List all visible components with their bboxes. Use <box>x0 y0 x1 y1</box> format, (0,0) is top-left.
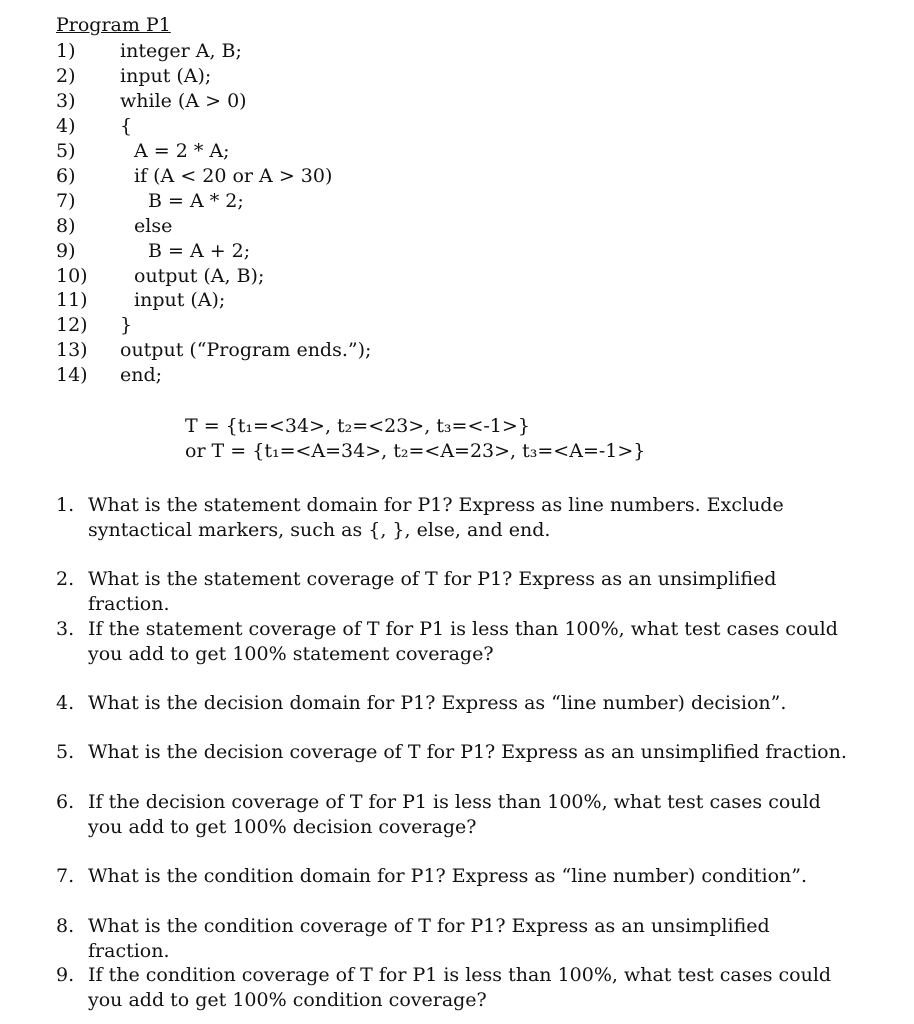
question-text: What is the condition domain for P1? Express as “line number) condition”. <box>88 865 808 887</box>
line-number: 7) <box>56 190 76 212</box>
question-number: 1. <box>56 494 75 516</box>
line-number: 5) <box>56 140 76 162</box>
line-number: 4) <box>56 115 76 137</box>
question-number: 6. <box>56 791 75 813</box>
code-statement: if (A < 20 or A > 30) <box>134 165 333 187</box>
code-statement: A = 2 * A; <box>134 140 230 162</box>
code-statement: B = A * 2; <box>148 190 244 212</box>
line-number: 2) <box>56 65 76 87</box>
code-statement: else <box>134 215 173 237</box>
code-statement: } <box>120 314 133 336</box>
question-number: 4. <box>56 692 75 714</box>
question-text: If the decision coverage of T for P1 is less than 100%, what test cases could you add to get 100% decision coverage? <box>88 791 821 838</box>
code-statement: B = A + 2; <box>148 240 251 262</box>
question-number: 8. <box>56 915 75 937</box>
question-text: What is the statement coverage of T for P1? Express as an unsimplified fraction. <box>88 568 777 615</box>
question-text: If the condition coverage of T for P1 is less than 100%, what test cases could you add to get 100% condition coverage? <box>88 964 832 1011</box>
question-text: What is the decision coverage of T for P1? Express as an unsimplified fraction. <box>88 741 847 763</box>
line-number: 10) <box>56 265 88 287</box>
code-statement: output (“Program ends.”); <box>120 339 372 361</box>
line-number: 6) <box>56 165 76 187</box>
program-title: Program P1 <box>56 14 171 36</box>
code-statement: input (A); <box>120 65 212 87</box>
question-number: 2. <box>56 568 75 590</box>
question-text: If the statement coverage of T for P1 is less than 100%, what test cases could you add to get 100% statement coverage? <box>88 618 838 665</box>
code-statement: integer A, B; <box>120 40 242 62</box>
code-statement: input (A); <box>134 289 226 311</box>
question-number: 9. <box>56 964 75 986</box>
test-set-alt-line: or T = {t₁=<A=34>, t₂=<A=23>, t₃=<A=-1>} <box>185 440 646 462</box>
code-statement: output (A, B); <box>134 265 265 287</box>
question-text: What is the condition coverage of T for P1? Express as an unsimplified fraction. <box>88 915 770 962</box>
line-number: 11) <box>56 289 88 311</box>
line-number: 3) <box>56 90 76 112</box>
question-text: What is the decision domain for P1? Express as “line number) decision”. <box>88 692 787 714</box>
line-number: 1) <box>56 40 76 62</box>
line-number: 8) <box>56 215 76 237</box>
code-statement: end; <box>120 364 163 386</box>
line-number: 14) <box>56 364 88 386</box>
question-number: 3. <box>56 618 75 640</box>
question-number: 7. <box>56 865 75 887</box>
question-text: What is the statement domain for P1? Express as line numbers. Exclude syntactical markers, such as {, }, else, and end. <box>88 494 784 541</box>
test-set <box>185 414 645 464</box>
question-number: 5. <box>56 741 75 763</box>
test-set-line: T = {t₁=<34>, t₂=<23>, t₃=<-1>} <box>185 415 530 437</box>
line-number: 12) <box>56 314 88 336</box>
line-number: 9) <box>56 240 76 262</box>
code-statement: { <box>120 115 133 137</box>
code-statement: while (A > 0) <box>120 90 247 112</box>
line-number: 13) <box>56 339 88 361</box>
